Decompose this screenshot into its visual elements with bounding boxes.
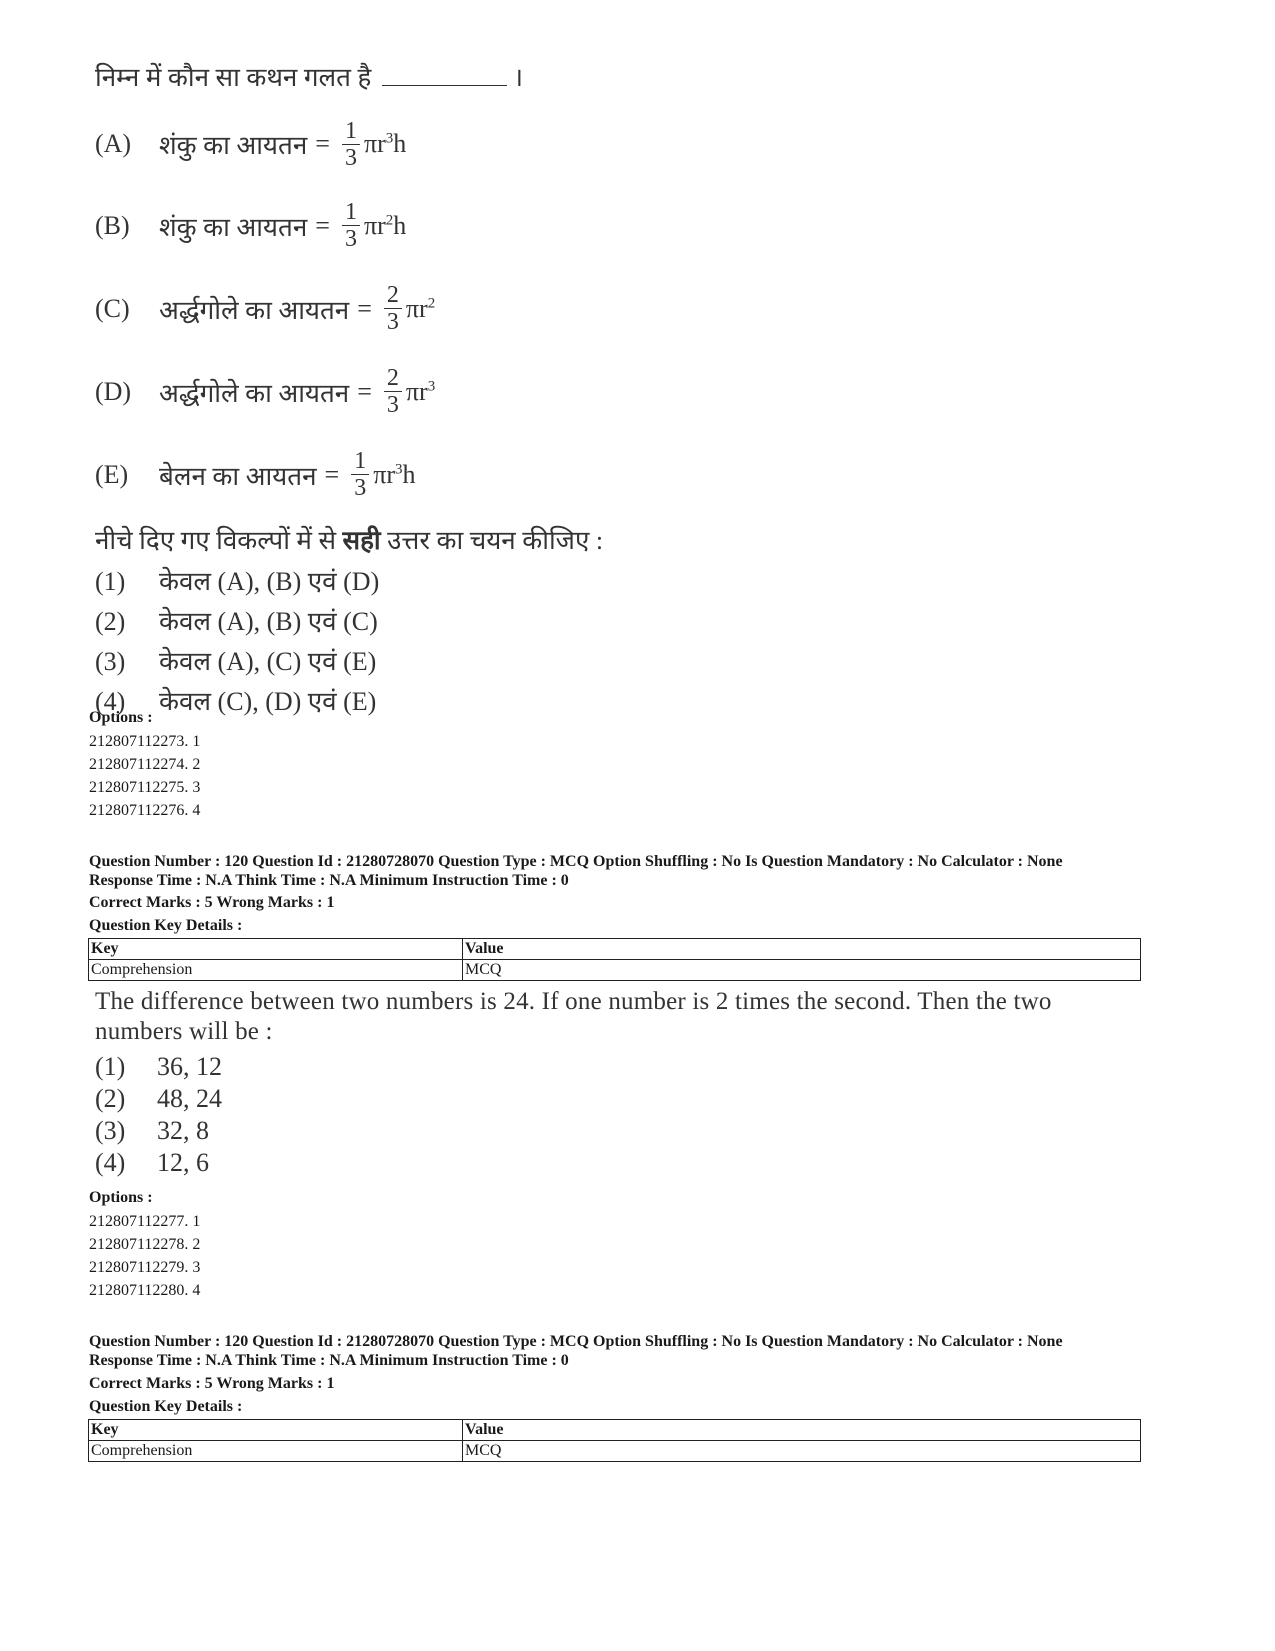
- fraction: [342, 118, 360, 171]
- exponent: 2: [427, 294, 436, 311]
- fraction: [384, 365, 402, 418]
- table-row: [89, 1441, 1141, 1462]
- numerator: 1: [342, 118, 360, 145]
- numerator: 1: [342, 199, 360, 226]
- exponent: 3: [385, 130, 394, 147]
- exponent: 3: [394, 460, 403, 477]
- statement-e: [95, 433, 695, 516]
- denominator: 3: [344, 144, 357, 171]
- instruction-emphasis: सही: [342, 526, 381, 555]
- choice-label: (3): [95, 647, 126, 676]
- header-key: Key: [89, 1420, 463, 1441]
- numerator: 2: [384, 282, 402, 309]
- pi-r: πr: [363, 210, 386, 240]
- timing-meta-line: Response Time : N.A Think Time : N.A Minimum Instruction Time : 0: [89, 1352, 569, 1369]
- table-header-row: [89, 939, 1141, 960]
- choice-text: केवल (A), (C) एवं (E): [159, 647, 377, 676]
- pi-r: πr: [373, 459, 395, 489]
- table-row: [89, 960, 1141, 981]
- option-id-2: 212807112278. 2: [89, 1236, 201, 1253]
- fraction: [384, 282, 402, 335]
- choice-1: [95, 562, 695, 602]
- equals-sign: =: [324, 459, 340, 489]
- choice-4: [95, 682, 695, 722]
- pi-r: πr: [405, 293, 428, 323]
- cell-value: MCQ: [463, 1441, 1141, 1462]
- option-id-3: 212807112275. 3: [89, 779, 201, 796]
- equals-sign: =: [315, 210, 330, 240]
- choice-text: 48, 24: [157, 1084, 222, 1113]
- denominator: 3: [386, 392, 399, 418]
- choice-text: केवल (C), (D) एवं (E): [159, 687, 377, 716]
- cell-key: Comprehension: [89, 960, 463, 981]
- pi-r: πr: [363, 129, 386, 158]
- header-value: Value: [463, 1420, 1141, 1441]
- denominator: 3: [354, 475, 367, 501]
- option-id-1: 212807112273. 1: [89, 733, 201, 750]
- header-key: Key: [89, 939, 463, 960]
- question-stem-line-2: numbers will be :: [95, 1018, 273, 1045]
- choice-text: 12, 6: [157, 1148, 209, 1177]
- formula-tail: [406, 377, 435, 407]
- height-symbol: h: [402, 459, 416, 489]
- choice-1: [95, 1051, 1205, 1083]
- options-heading: Options :: [89, 1189, 153, 1206]
- pi-r: πr: [405, 376, 428, 406]
- cell-key: Comprehension: [89, 1441, 463, 1462]
- statement-label: (B): [95, 210, 130, 240]
- marks-line: Correct Marks : 5 Wrong Marks : 1: [89, 1375, 335, 1392]
- exponent: 3: [427, 377, 436, 394]
- answer-blank: [382, 63, 507, 86]
- option-id-3: 212807112279. 3: [89, 1259, 201, 1276]
- option-id-1: 212807112277. 1: [89, 1213, 201, 1230]
- key-value-table: [88, 1419, 1141, 1462]
- statement-text: बेलन का आयतन: [159, 461, 317, 491]
- equals-sign: =: [357, 376, 372, 406]
- choice-label: (1): [95, 1052, 126, 1081]
- header-value: Value: [463, 939, 1141, 960]
- option-id-4: 212807112280. 4: [89, 1282, 201, 1299]
- statement-c: [95, 267, 695, 350]
- choice-4: [95, 1147, 1205, 1179]
- height-symbol: h: [393, 210, 407, 240]
- fraction: [342, 199, 360, 252]
- formula-tail: [406, 294, 435, 324]
- choice-text: 32, 8: [157, 1116, 209, 1145]
- choice-label: (2): [95, 607, 126, 636]
- statement-text: अर्द्धगोले का आयतन: [159, 378, 350, 408]
- options-heading: Options :: [89, 709, 153, 726]
- statement-label: (D): [95, 376, 132, 406]
- choice-3: [95, 1115, 1205, 1147]
- key-value-table: [88, 938, 1141, 981]
- choose-instruction: [95, 520, 695, 562]
- denominator: 3: [386, 309, 399, 335]
- equals-sign: =: [315, 129, 330, 158]
- cell-value: MCQ: [463, 960, 1141, 981]
- timing-meta-line: Response Time : N.A Think Time : N.A Minimum Instruction Time : 0: [89, 872, 569, 889]
- fraction: [351, 448, 369, 501]
- question-stem-line-1: The difference between two numbers is 24. If one number is 2 times the second. Then the two: [95, 988, 1052, 1015]
- statement-d: [95, 350, 695, 433]
- english-question-block: [95, 987, 1205, 1179]
- instruction-text-end: उत्तर का चयन कीजिए :: [387, 526, 604, 555]
- choice-2: [95, 1083, 1205, 1115]
- question-stem-text: निम्न में कौन सा कथन गलत है: [95, 63, 372, 92]
- choice-text: 36, 12: [157, 1052, 222, 1081]
- statement-text: शंकु का आयतन: [159, 212, 308, 242]
- numerator: 2: [384, 365, 402, 392]
- statement-text: शंकु का आयतन: [159, 131, 308, 160]
- statement-b: [95, 184, 695, 267]
- choice-label: (2): [95, 1084, 126, 1113]
- question-meta-line: Question Number : 120 Question Id : 21280728070 Question Type : MCQ Option Shuffling : No Is Question Mandatory : No Calculator : None: [89, 853, 1063, 870]
- formula-tail: [373, 460, 415, 490]
- choice-label: (4): [95, 687, 126, 716]
- formula-tail: [364, 129, 406, 159]
- key-details-heading: Question Key Details :: [89, 917, 243, 934]
- question-stem: [95, 60, 695, 104]
- option-id-4: 212807112276. 4: [89, 802, 201, 819]
- statement-label: (C): [95, 293, 130, 323]
- statement-label: (E): [95, 459, 129, 489]
- statement-label: (A): [95, 129, 132, 158]
- marks-line: Correct Marks : 5 Wrong Marks : 1: [89, 894, 335, 911]
- statement-a: [95, 104, 695, 184]
- choice-2: [95, 602, 695, 642]
- denominator: 3: [344, 226, 357, 252]
- question-meta-line: Question Number : 120 Question Id : 21280728070 Question Type : MCQ Option Shuffling : No Is Question Mandatory : No Calculator : None: [89, 1333, 1063, 1350]
- choice-3: [95, 642, 695, 682]
- key-details-heading: Question Key Details :: [89, 1398, 243, 1415]
- height-symbol: h: [393, 129, 407, 158]
- instruction-text: नीचे दिए गए विकल्पों में से: [95, 526, 337, 555]
- table-header-row: [89, 1420, 1141, 1441]
- choice-text: केवल (A), (B) एवं (D): [159, 567, 380, 596]
- option-id-2: 212807112274. 2: [89, 756, 201, 773]
- choice-label: (1): [95, 567, 126, 596]
- exponent: 2: [385, 211, 394, 228]
- choice-label: (4): [95, 1148, 126, 1177]
- numerator: 1: [351, 448, 369, 475]
- statement-text: अर्द्धगोले का आयतन: [159, 295, 350, 325]
- hindi-question-block: [95, 60, 695, 722]
- stem-end-mark: ।: [513, 63, 524, 92]
- choice-text: केवल (A), (B) एवं (C): [159, 607, 378, 636]
- equals-sign: =: [357, 293, 372, 323]
- formula-tail: [364, 211, 406, 241]
- choice-label: (3): [95, 1116, 126, 1145]
